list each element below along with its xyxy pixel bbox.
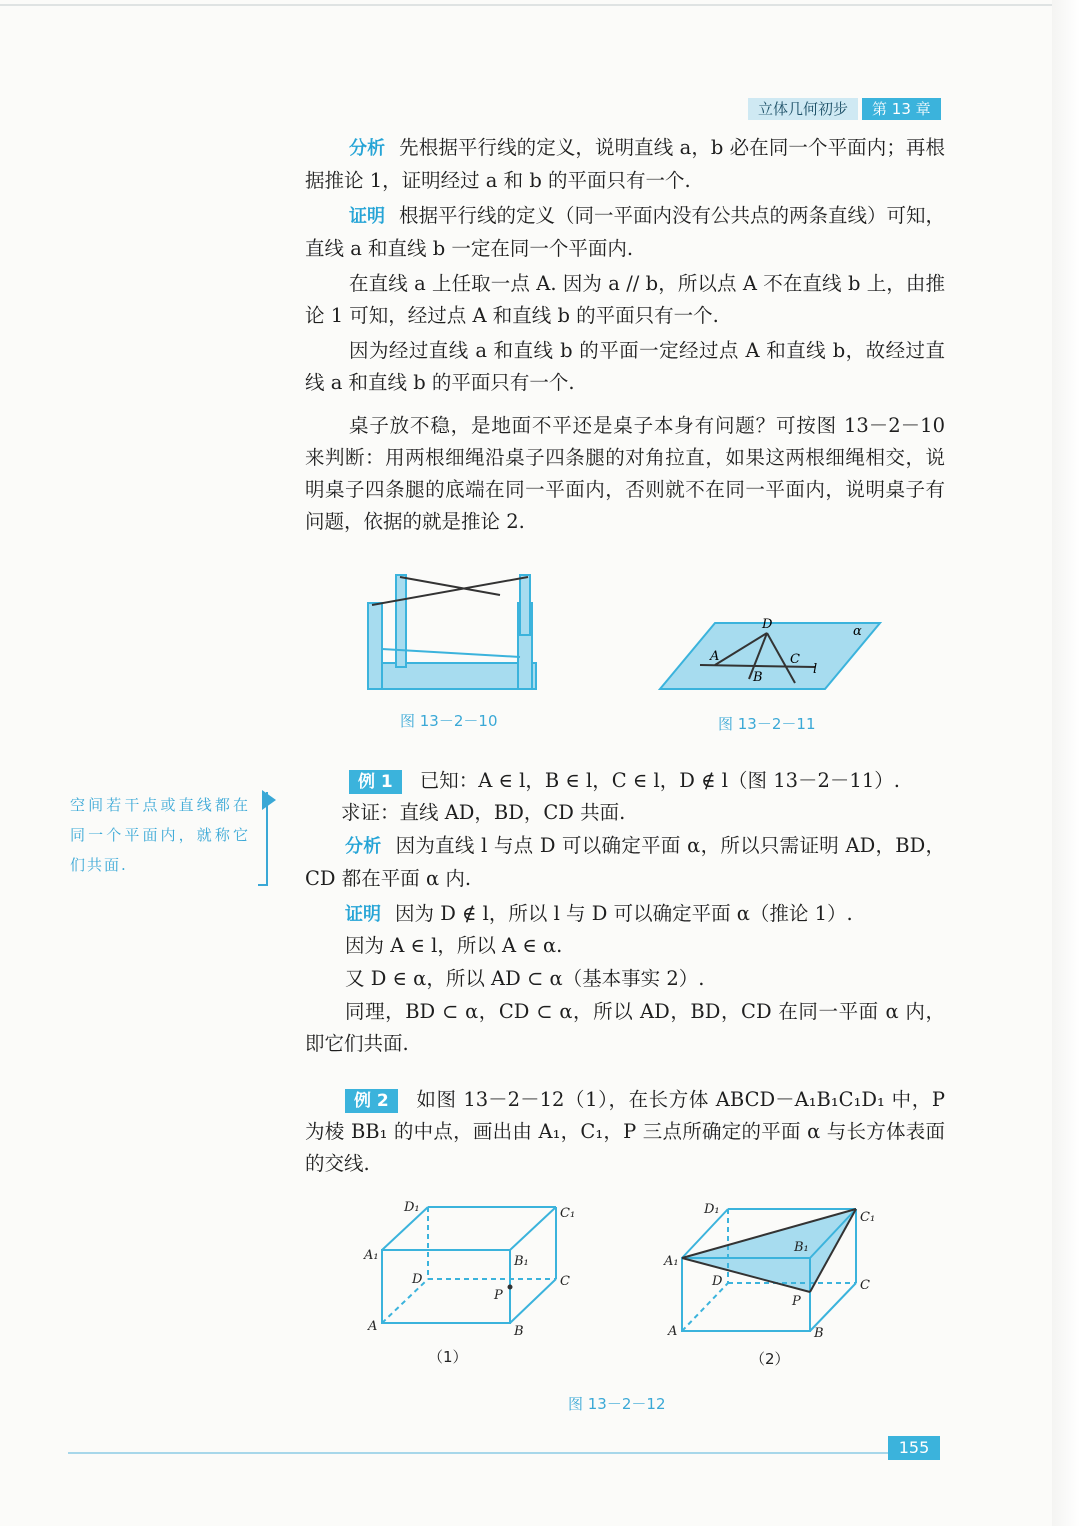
example1-given-text: 已知：A ∈ l，B ∈ l，C ∈ l，D ∉ l（图 13－2－11）. bbox=[419, 769, 900, 792]
box1-label-A: A bbox=[368, 1319, 378, 1334]
header-chapter: 第 13 章 bbox=[862, 98, 941, 120]
box1-label-B1: B₁ bbox=[514, 1254, 529, 1269]
table-leg-back-left bbox=[396, 575, 406, 667]
proof-paragraph-2: 在直线 a 上任取一点 A. 因为 a // b，所以点 A 不在直线 b 上，由推论 1 可知，经过点 A 和直线 b 的平面只有一个. bbox=[305, 272, 945, 327]
box1-label-C1: C₁ bbox=[560, 1206, 576, 1221]
running-header bbox=[748, 98, 941, 120]
example1-proof-line2: 因为 A ∈ l，所以 A ∈ α. bbox=[345, 934, 563, 957]
header-section: 立体几何初步 bbox=[748, 98, 858, 120]
label-D: D bbox=[762, 617, 773, 632]
point-P bbox=[508, 1285, 513, 1290]
fig12-caption: 图 13－2－12 bbox=[568, 1395, 666, 1413]
box2-label-B: B bbox=[814, 1326, 824, 1340]
box1-label-C: C bbox=[560, 1274, 570, 1289]
top-rule bbox=[0, 4, 1080, 6]
label-C: C bbox=[790, 652, 800, 667]
figure-13-2-11 bbox=[655, 615, 885, 695]
table-leg-front-left bbox=[368, 603, 382, 689]
page-number: 155 bbox=[888, 1436, 940, 1460]
box2-label-A: A bbox=[668, 1324, 678, 1339]
box1-label-D1: D₁ bbox=[404, 1200, 420, 1215]
analysis-label: 分析 bbox=[349, 138, 386, 159]
box1-label-P: P bbox=[494, 1288, 503, 1303]
analysis-text: 先根据平行线的定义，说明直线 a，b 必在同一个平面内；再根据推论 1，证明经过 a 和 b 的平面只有一个. bbox=[305, 136, 945, 192]
box2-label-B1: B₁ bbox=[794, 1240, 809, 1255]
box2-label-D: D bbox=[712, 1274, 723, 1289]
example1-proof1-text: 因为 D ∉ l，所以 l 与 D 可以确定平面 α（推论 1）. bbox=[395, 902, 853, 925]
proof-text: 根据平行线的定义（同一平面内没有公共点的两条直线）可知，直线 a 和直线 b 一定在同一个平面内. bbox=[305, 204, 946, 260]
page-edge-shade bbox=[1052, 0, 1080, 1526]
example1-proof-line1 bbox=[305, 898, 945, 931]
proof-label: 证明 bbox=[349, 206, 385, 227]
box1-label-D: D bbox=[412, 1272, 423, 1287]
fig10-caption: 图 13－2－10 bbox=[400, 712, 498, 730]
figure-13-2-12-1 bbox=[360, 1195, 590, 1340]
figure-13-2-10 bbox=[360, 565, 540, 695]
label-alpha: α bbox=[853, 624, 862, 639]
table-leg-back-right bbox=[520, 575, 530, 635]
figure-13-2-12-2 bbox=[660, 1195, 890, 1340]
label-l: l bbox=[813, 662, 818, 677]
proof-paragraph bbox=[305, 200, 945, 265]
footer-rule bbox=[68, 1452, 888, 1454]
fig12-sub2-caption: （2） bbox=[750, 1350, 790, 1368]
string-1 bbox=[400, 577, 500, 595]
example1-prove: 求证：直线 AD，BD，CD 共面. bbox=[341, 801, 626, 824]
example1-analysis-text: 因为直线 l 与点 D 可以确定平面 α，所以只需证明 AD，BD，CD 都在平面 α 内. bbox=[305, 834, 945, 890]
example2-text bbox=[305, 1084, 945, 1180]
label-A: A bbox=[710, 649, 720, 664]
box1-front-face bbox=[382, 1250, 510, 1323]
example1-badge: 例 1 bbox=[349, 770, 402, 794]
box2-label-A1: A₁ bbox=[664, 1254, 679, 1269]
box2-label-C: C bbox=[860, 1278, 870, 1293]
table-paragraph: 桌子放不稳，是地面不平还是桌子本身有问题？可按图 13－2－10 来判断：用两根细绳沿桌子四条腿的对角拉直，如果这两根细绳相交，说明桌子四条腿的底端在同一平面内，否则就不在同一平面内，说明桌子有问题，依据的就是推论 2. bbox=[305, 414, 945, 533]
plane-alpha bbox=[660, 623, 880, 689]
example1-given bbox=[305, 765, 945, 797]
box2-label-P: P bbox=[792, 1294, 801, 1309]
side-note: 空间若干点或直线都在同一个平面内，就称它们共面. bbox=[70, 796, 250, 874]
example1-proof-label: 证明 bbox=[345, 904, 381, 925]
box2-label-D1: D₁ bbox=[704, 1202, 720, 1217]
example2-body: 如图 13－2－12（1），在长方体 ABCD－A₁B₁C₁D₁ 中，P 为棱 BB₁ 的中点，画出由 A₁，C₁，P 三点所确定的平面 α 与长方体表面的交线. bbox=[305, 1088, 945, 1175]
side-note-arrow-icon bbox=[262, 790, 276, 810]
example1-proof-line4: 同理，BD ⊂ α，CD ⊂ α，所以 AD，BD，CD 在同一平面 α 内，即它们共面. bbox=[305, 1000, 945, 1055]
proof-paragraph-3: 因为经过直线 a 和直线 b 的平面一定经过点 A 和直线 b，故经过直线 a 和直线 b 的平面只有一个. bbox=[305, 339, 945, 394]
box1-label-B: B bbox=[514, 1324, 524, 1339]
box2-label-C1: C₁ bbox=[860, 1210, 876, 1225]
analysis-paragraph bbox=[305, 132, 945, 197]
example2-badge: 例 2 bbox=[345, 1089, 398, 1113]
example1-analysis-label: 分析 bbox=[345, 836, 382, 857]
table-base bbox=[368, 663, 536, 689]
fig12-sub1-caption: （1） bbox=[428, 1348, 468, 1366]
example1-proof-line3: 又 D ∈ α，所以 AD ⊂ α（基本事实 2）. bbox=[345, 967, 705, 990]
box1-label-A1: A₁ bbox=[364, 1248, 379, 1263]
label-B: B bbox=[753, 670, 763, 685]
example1-analysis bbox=[305, 830, 945, 895]
fig11-caption: 图 13－2－11 bbox=[718, 715, 816, 733]
